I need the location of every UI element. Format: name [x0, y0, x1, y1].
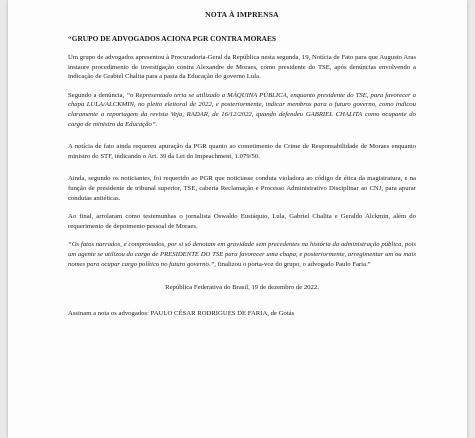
headline: “GRUPO DE ADVOGADOS ACIONA PGR CONTRA MORAES: [68, 34, 277, 43]
paragraph-4: Ainda, segundo os noticiantes, foi requerido ao PGR que noticiasse conduta violadora ao código de ética da magistratura, e na função de presidente de tribunal superior, TSE, caberia Reclamação e Processo Administrativo Disciplinar ao CNJ, para apurar condutas antiéticas.: [68, 175, 416, 202]
document-title: NOTA À IMPRENSA: [205, 10, 279, 19]
paragraph-2-intro: Segundo a denúncia,: [68, 91, 127, 99]
signatories-line: Assinam a nota os advogados: PAULO CÉSAR RODRIGUES DE FARIA, de Goiás: [68, 309, 295, 317]
paragraph-2: [68, 91, 416, 129]
document-page: [8, 0, 467, 438]
paragraph-6-quote: “Os fatos narrados, e comprovados, por si só denotam em gravidade sem precedentes na história da administração pública, pois um agente se utilizou do cargo de PRESIDENTE DO TSE para favorecer uma chapa, e posteriormente, arregimentar um ou mais nomes para ocupar cargo político no futuro governo.”: [68, 241, 416, 268]
paragraph-2-quote: “o Representado teria se utilizado a MÁQUINA PÚBLICA, enquanto presidente do TSE, para favorecer a chapa LULA/ALCKMIN, no pleito eleitoral de 2022, e posteriormente, indicar membros para o futuro governo, como indicou claramente a reportagem da revista Veja, RADAR, de 16/12/2022, quando defendeu GABRIEL CHALITA como ocupante do cargo de ministro da Educação”.: [68, 91, 416, 128]
document-date: República Federativa do Brasil, 19 de dezembro de 2022.: [165, 284, 319, 292]
paragraph-3: A notícia de fato ainda requereu apuração da PGR quanto ao cometimento de Crime de Responsabilidade de Moraes enquanto ministro do STF, indicando o Art. 39 da Lei do Impeachment, 1.079/50.: [68, 143, 416, 160]
paragraph-6: [68, 240, 416, 269]
document-body: [68, 10, 416, 327]
paragraph-6-tail: , finalizou o porta-voz do grupo, o advogado Paulo Faria.”: [214, 260, 371, 268]
paragraph-1: Um grupo de advogados apresentou à Procuradoria-Geral da República nesta segunda, 19, Notícia de Fato para que Augusto Aras instaure procedimento de investigação contra Alexandre de Moraes, como presidente do TSE, após denúncias envolvendo a indicação de Grabiel Chalita para a pasta da Educação do governo Lula.: [68, 54, 416, 81]
paragraph-5: Ao final, arrolaram como testemunhas o jornalista Oswaldo Eustáquio, Lula, Gabriel Chalita e Geraldo Alckmin, além do requerimento de depoimento pessoal de Moraes.: [68, 213, 416, 230]
